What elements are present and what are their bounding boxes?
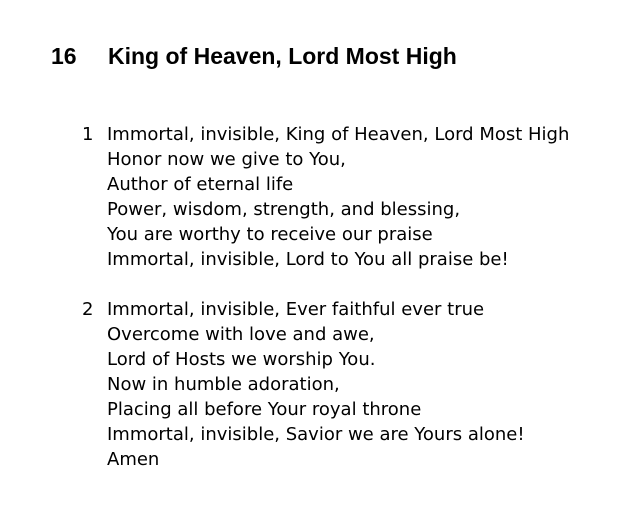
verse-line: Immortal, invisible, Lord to You all praise be! bbox=[107, 249, 509, 270]
verse-lines bbox=[107, 122, 569, 272]
verse-line: Author of eternal life bbox=[107, 174, 294, 195]
verse-number: 1 bbox=[82, 124, 94, 145]
verse-2 bbox=[82, 297, 525, 472]
verse-1 bbox=[82, 122, 569, 272]
verse-number: 2 bbox=[82, 299, 94, 320]
verse-line: Now in humble adoration, bbox=[107, 374, 340, 395]
verse-line: Immortal, invisible, King of Heaven, Lord Most High bbox=[107, 124, 570, 145]
hymn-title: King of Heaven, Lord Most High bbox=[108, 43, 457, 69]
verse-line: Amen bbox=[107, 449, 160, 470]
verse-line: Immortal, invisible, Savior we are Yours alone! bbox=[107, 424, 525, 445]
verse-line: Lord of Hosts we worship You. bbox=[107, 349, 376, 370]
verse-line: You are worthy to receive our praise bbox=[107, 224, 433, 245]
hymn-number: 16 bbox=[51, 43, 77, 69]
verse-line: Overcome with love and awe, bbox=[107, 324, 375, 345]
verse-lines bbox=[107, 297, 525, 472]
verse-line: Power, wisdom, strength, and blessing, bbox=[107, 199, 461, 220]
verse-line: Immortal, invisible, Ever faithful ever true bbox=[107, 299, 485, 320]
verse-line: Honor now we give to You, bbox=[107, 149, 346, 170]
hymn-header bbox=[51, 41, 457, 71]
verse-line: Placing all before Your royal throne bbox=[107, 399, 422, 420]
